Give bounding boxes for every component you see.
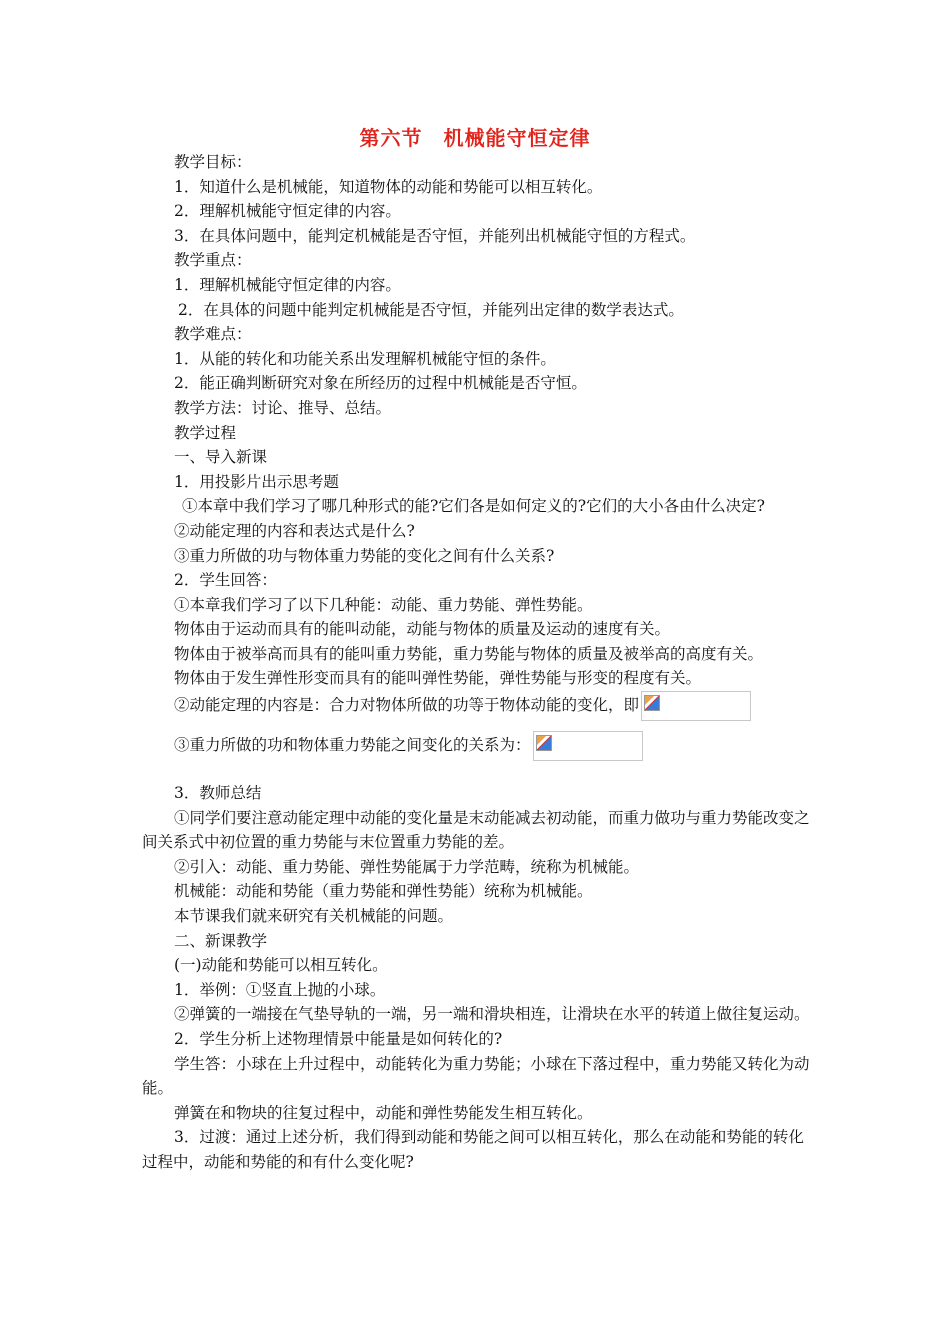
student-answer: 学生答：小球在上升过程中，动能转化为重力势能；小球在下落过程中，重力势能又转化为动能。 [142, 1054, 810, 1098]
example-item: ②弹簧的一端接在气垫导轨的一端，另一端和滑块相连，让滑块在水平的转道上做往复运动。 [174, 1005, 810, 1024]
paragraph: 2．学生分析上述物理情景中能量是如何转化的? [174, 1030, 503, 1048]
difficulty-item: 1．从能的转化和功能关系出发理解机械能守恒的条件。 [174, 349, 556, 368]
method-line: 教学方法：讨论、推导、总结。 [174, 398, 392, 417]
broken-image-icon [644, 695, 660, 711]
answer-item [142, 691, 812, 721]
paragraph: 1．用投影片出示思考题 [174, 472, 339, 491]
question-item: ①本章中我们学习了哪几种形式的能?它们各是如何定义的?它们的大小各由什么决定? [182, 497, 765, 516]
question-item: ③重力所做的功与物体重力势能的变化之间有什么关系? [174, 546, 555, 565]
paragraph: 物体由于发生弹性形变而具有的能叫弹性势能，弹性势能与形变的程度有关。 [174, 669, 702, 688]
formula-image-placeholder [641, 691, 751, 721]
section-heading: 教学目标： [174, 153, 252, 171]
paragraph: 物体由于被举高而具有的能叫重力势能，重力势能与物体的质量及被举高的高度有关。 [174, 644, 764, 663]
section-heading: 3．教师总结 [174, 784, 262, 803]
paragraph: 本节课我们就来研究有关机械能的问题。 [174, 907, 454, 926]
paragraph: 2．学生回答： [174, 571, 277, 590]
section-heading: 一、导入新课 [174, 448, 268, 467]
key-point-item: 1．理解机械能守恒定律的内容。 [174, 275, 401, 294]
objective-item: 2．理解机械能守恒定律的内容。 [174, 202, 401, 221]
answer-text: ③重力所做的功和物体重力势能之间变化的关系为： [174, 736, 531, 755]
question-item: ②动能定理的内容和表达式是什么? [174, 521, 415, 540]
objective-item: 1．知道什么是机械能，知道物体的动能和势能可以相互转化。 [174, 177, 603, 196]
paragraph: 物体由于运动而具有的能叫动能，动能与物体的质量及运动的速度有关。 [174, 620, 671, 639]
answer-item [142, 721, 812, 769]
summary-item: ①同学们要注意动能定理中动能的变化量是末动能减去初动能，而重力做功与重力势能改变之间关系式中初位置的重力势能与末位置重力势能的差。 [142, 808, 810, 852]
section-heading: 教学难点： [174, 325, 252, 344]
subsection-heading: (一)动能和势能可以相互转化。 [174, 956, 388, 975]
section-heading: 教学重点： [174, 251, 252, 270]
paragraph: 弹簧在和物块的往复过程中，动能和弹性势能发生相互转化。 [174, 1103, 593, 1122]
page-title: 第六节 机械能守恒定律 [359, 126, 591, 150]
formula-image-placeholder [533, 731, 643, 761]
example-item: 1．举例：①竖直上抛的小球。 [174, 980, 386, 999]
answer-text: ②动能定理的内容是：合力对物体所做的功等于物体动能的变化，即 [174, 696, 640, 715]
broken-image-icon [536, 735, 552, 751]
body-text [142, 150, 812, 1175]
transition-paragraph: 3．过渡：通过上述分析，我们得到动能和势能之间可以相互转化，那么在动能和势能的转化过程中，动能和势能的和有什么变化呢? [142, 1128, 804, 1171]
section-heading: 教学过程 [174, 423, 237, 442]
paragraph: 机械能：动能和势能（重力势能和弹性势能）统称为机械能。 [174, 882, 593, 901]
summary-item: ②引入：动能、重力势能、弹性势能属于力学范畴，统称为机械能。 [174, 857, 640, 876]
section-heading: 二、新课教学 [174, 931, 268, 950]
key-point-item: 2．在具体的问题中能判定机械能是否守恒，并能列出定律的数学表达式。 [178, 300, 684, 319]
difficulty-item: 2．能正确判断研究对象在所经历的过程中机械能是否守恒。 [174, 374, 587, 393]
answer-item: ①本章我们学习了以下几种能：动能、重力势能、弹性势能。 [174, 595, 593, 614]
objective-item: 3．在具体问题中，能判定机械能是否守恒，并能列出机械能守恒的方程式。 [174, 226, 696, 245]
